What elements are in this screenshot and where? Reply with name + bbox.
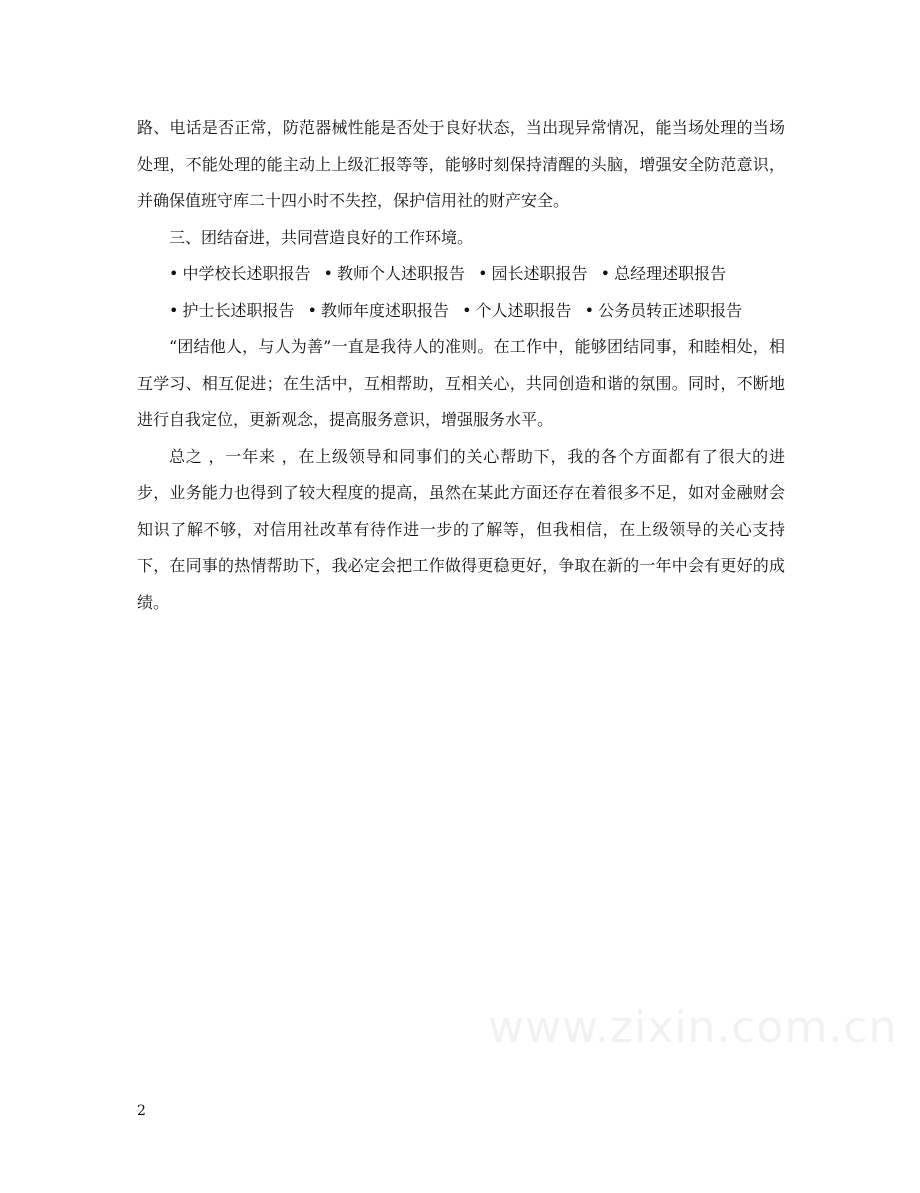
section-heading-unity: 三、团结奋进，共同营造良好的工作环境。 xyxy=(169,227,474,247)
related-link-label: 总经理述职报告 xyxy=(614,264,727,283)
related-link-teacher-personal-report[interactable] xyxy=(324,264,465,283)
bullet-icon: • xyxy=(307,300,317,320)
related-link-label: 护士长述职报告 xyxy=(182,300,295,320)
related-link-label: 公务员转正述职报告 xyxy=(598,300,743,320)
bullet-icon: • xyxy=(478,264,488,283)
related-link-label: 教师年度述职报告 xyxy=(320,300,449,320)
related-link-label: 中学校长述职报告 xyxy=(182,264,311,283)
document-body xyxy=(137,110,785,621)
bullet-icon: • xyxy=(600,264,611,283)
bullet-icon: • xyxy=(169,264,179,283)
related-links-row-1 xyxy=(137,256,785,293)
related-link-label: 教师个人述职报告 xyxy=(336,264,465,283)
paragraph-security-duties: 路、电话是否正常，防范器械性能是否处于良好状态，当出现异常情况，能当场处理的当场处理，不能处理的能主动上上级汇报等等，能够时刻保持清醒的头脑，增强安全防范意识，并确保值班守库二十四小时不失控，保护信用社的财产安全。 xyxy=(137,118,785,210)
related-link-principal-report[interactable] xyxy=(169,264,310,283)
related-links-row-2 xyxy=(137,293,785,330)
paragraph-teamwork: “团结他人，与人为善”一直是我待人的准则。在工作中，能够团结同事，和睦相处，相互学习、相互促进；在生活中，互相帮助，互相关心，共同创造和谐的氛围。同时，不断地进行自我定位，更新观念，提高服务意识，增强服务水平。 xyxy=(137,337,785,429)
related-link-head-nurse-report[interactable] xyxy=(169,301,294,320)
page-number: 2 xyxy=(137,1103,146,1119)
related-link-personal-report[interactable] xyxy=(462,301,571,320)
bullet-icon: • xyxy=(584,300,595,320)
paragraph-conclusion: 总之 ，一年来 ，在上级领导和同事们的关心帮助下，我的各个方面都有了很大的进步，业务能力也得到了较大程度的提高，虽然在某此方面还存在着很多不足，如对金融财会知识了解不够，对信用社改革有待作进一步的了解等，但我相信，在上级领导的关心支持下，在同事的热情帮助下，我必定会把工作做得更稳更好，争取在新的一年中会有更好的成绩。 xyxy=(137,446,785,612)
related-link-teacher-annual-report[interactable] xyxy=(308,301,449,320)
related-link-general-manager-report[interactable] xyxy=(601,264,726,283)
related-link-label: 园长述职报告 xyxy=(491,264,588,283)
bullet-icon: • xyxy=(462,300,472,320)
related-link-label: 个人述职报告 xyxy=(475,300,572,320)
bullet-icon: • xyxy=(323,264,333,283)
related-link-kindergarten-director-report[interactable] xyxy=(478,264,587,283)
site-watermark: www.zixin.com.cn xyxy=(488,1002,898,1053)
bullet-icon: • xyxy=(169,300,179,320)
related-link-civil-servant-report[interactable] xyxy=(585,301,742,320)
